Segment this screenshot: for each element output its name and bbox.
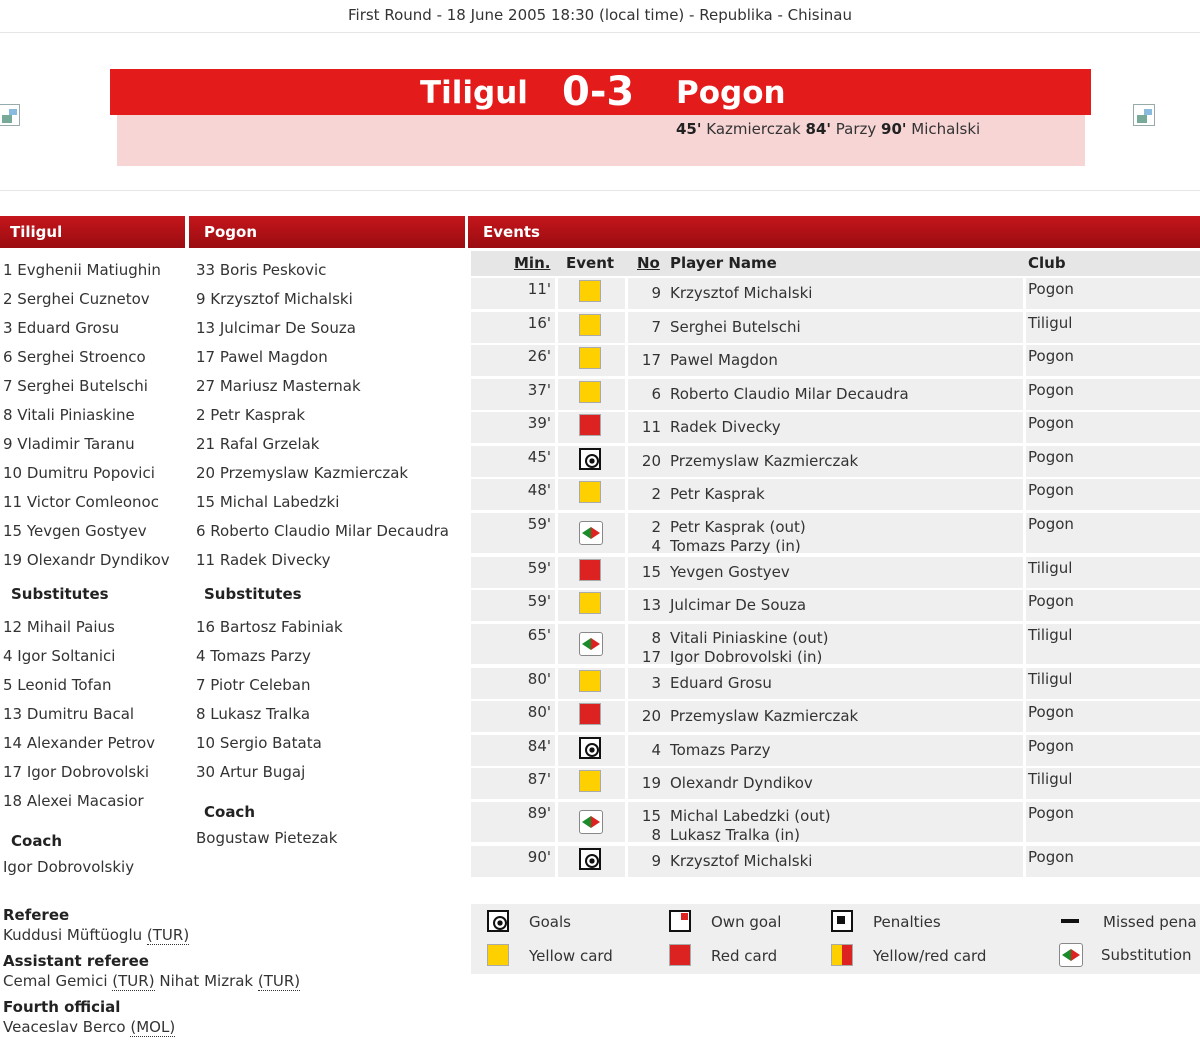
event-minute: 89' [527, 803, 551, 822]
yellow-card-icon [579, 347, 601, 369]
event-minute: 87' [527, 770, 551, 788]
substitution-icon [579, 810, 603, 834]
player-name[interactable]: Przemyslaw Kazmierczak [670, 707, 859, 725]
assistant-title: Assistant referee [3, 952, 149, 970]
event-minute: 59' [527, 558, 551, 577]
column-separator [625, 278, 628, 309]
officials [3, 906, 300, 1040]
column-separator [555, 513, 558, 553]
event-minute: 59' [527, 592, 551, 610]
event-row [471, 701, 1200, 732]
substitute-item[interactable]: 12 Mihail Paius [3, 618, 115, 636]
event-minute: 37' [527, 380, 551, 399]
column-separator [1023, 624, 1026, 664]
player-item[interactable]: 11 Victor Comleonoc [3, 493, 159, 511]
player-item[interactable]: 10 Dumitru Popovici [3, 464, 155, 482]
scorers-panel [117, 115, 1085, 166]
column-separator [555, 312, 558, 343]
player-name[interactable]: Pawel Magdon [670, 351, 778, 369]
yellow-card-icon [579, 381, 601, 403]
column-separator [1023, 446, 1026, 477]
shirt-number: 15 [641, 562, 661, 581]
events-table-header [471, 251, 1200, 276]
event-minute: 16' [527, 313, 551, 332]
player-item[interactable]: 13 Julcimar De Souza [196, 319, 356, 337]
event-minute: 45' [527, 447, 551, 466]
column-separator [1023, 590, 1026, 621]
yellow-card-icon [579, 770, 601, 792]
yellow-red-card-icon [831, 944, 853, 966]
column-separator [1023, 557, 1026, 588]
event-minute: 59' [527, 514, 551, 533]
club-name[interactable]: Tiligul [1028, 558, 1073, 577]
assistant-name[interactable]: Cemal Gemici [3, 972, 108, 990]
column-separator [555, 412, 558, 443]
yellow-card-icon [579, 280, 601, 302]
column-separator [625, 345, 628, 376]
goal-icon [487, 910, 509, 932]
coach-title: Coach [11, 832, 63, 850]
event-row [471, 668, 1200, 699]
goal-icon [579, 848, 601, 870]
event-minute: 26' [527, 347, 551, 365]
substitute-item[interactable]: 14 Alexander Petrov [3, 734, 156, 752]
player-name[interactable]: Eduard Grosu [670, 673, 772, 692]
substitute-item[interactable]: 30 Artur Bugaj [196, 763, 306, 781]
event-row [471, 312, 1200, 343]
player-item[interactable]: 27 Mariusz Masternak [196, 377, 361, 395]
substitute-item[interactable]: 8 Lukasz Tralka [196, 705, 311, 723]
player-item[interactable]: 17 Pawel Magdon [196, 348, 328, 366]
legend-label: Missed pena [1103, 913, 1197, 931]
red-card-icon [579, 414, 601, 436]
column-separator [1023, 735, 1026, 766]
event-minute: 90' [527, 847, 551, 866]
coach-name[interactable]: Igor Dobrovolskiy [3, 858, 135, 876]
goal-icon [579, 737, 601, 759]
event-minute: 80' [527, 669, 551, 688]
player-name[interactable]: Michal Labedzki (out) [670, 806, 831, 825]
shirt-number: 20 [641, 707, 661, 725]
column-separator [1023, 768, 1026, 799]
club-name[interactable]: Pogon [1028, 347, 1074, 365]
event-minute: 39' [527, 414, 551, 432]
yellow-card-icon [579, 481, 601, 503]
column-separator [625, 412, 628, 443]
home-team-logo [0, 104, 20, 126]
column-separator [555, 446, 558, 477]
shirt-number: 9 [651, 284, 661, 302]
substitute-item[interactable]: 4 Tomazs Parzy [196, 647, 311, 665]
club-name[interactable]: Pogon [1028, 592, 1074, 610]
event-row [471, 412, 1200, 443]
column-separator [625, 735, 628, 766]
column-separator [1023, 379, 1026, 410]
substitute-item[interactable]: 4 Igor Soltanici [3, 647, 116, 665]
red-card-icon [579, 559, 601, 581]
column-separator [625, 624, 628, 664]
referee-title: Referee [3, 906, 70, 924]
shirt-number: 13 [641, 596, 661, 614]
shirt-number: 20 [641, 451, 661, 470]
event-row [471, 802, 1200, 842]
club-name[interactable]: Tiligul [1028, 625, 1073, 644]
substitute-item[interactable]: 16 Bartosz Fabiniak [196, 618, 343, 636]
player-item[interactable]: 11 Radek Divecky [196, 551, 331, 569]
club-name[interactable]: Pogon [1028, 703, 1074, 721]
shirt-number: 15 [641, 806, 661, 825]
player-item[interactable]: 15 Michal Labedzki [196, 493, 340, 511]
player-item[interactable]: 19 Olexandr Dyndikov [3, 551, 170, 569]
scorer-minute: 84' [805, 120, 831, 138]
shirt-number: 17 [641, 351, 661, 369]
event-row [471, 590, 1200, 621]
club-name[interactable]: Pogon [1028, 803, 1074, 822]
club-name[interactable]: Pogon [1028, 280, 1074, 298]
column-separator [555, 846, 558, 877]
column-separator [555, 624, 558, 664]
penalty-icon [831, 910, 853, 932]
player-name[interactable]: Lukasz Tralka (in) [670, 825, 800, 844]
player-item[interactable]: 2 Petr Kasprak [196, 406, 306, 424]
column-separator [555, 590, 558, 621]
home-lineup-header: Tiligul [0, 216, 185, 248]
column-separator [1023, 513, 1026, 553]
scorers-list [676, 120, 980, 138]
referee-name[interactable]: Kuddusi Müftüoglu [3, 926, 143, 944]
legend [471, 904, 1200, 974]
column-separator [625, 557, 628, 588]
club-name[interactable]: Tiligul [1028, 770, 1073, 788]
player-item[interactable]: 15 Yevgen Gostyev [3, 522, 147, 540]
player-name[interactable]: Julcimar De Souza [670, 596, 807, 614]
red-card-icon [669, 944, 691, 966]
event-minute: 84' [527, 736, 551, 755]
substitute-item[interactable]: 17 Igor Dobrovolski [3, 763, 150, 781]
column-separator [555, 802, 558, 842]
shirt-number: 11 [641, 418, 661, 436]
column-separator [555, 668, 558, 699]
column-separator [625, 479, 628, 510]
player-name[interactable]: Krzysztof Michalski [670, 851, 813, 870]
shirt-number: 4 [651, 536, 661, 555]
own-goal-icon [669, 910, 691, 932]
column-separator [625, 668, 628, 699]
shirt-number: 4 [651, 740, 661, 759]
club-name[interactable]: Tiligul [1028, 313, 1073, 332]
substitute-item[interactable]: 7 Piotr Celeban [196, 676, 311, 694]
player-item[interactable]: 21 Rafal Grzelak [196, 435, 320, 453]
home-lineup [3, 256, 188, 880]
event-row [471, 446, 1200, 477]
legend-label: Yellow/red card [873, 947, 987, 965]
event-row [471, 557, 1200, 588]
column-separator [555, 345, 558, 376]
substitutes-title: Substitutes [11, 585, 109, 603]
red-card-icon [579, 703, 601, 725]
column-separator [1023, 701, 1026, 732]
col-event: Event [566, 254, 615, 272]
fourth-official-title: Fourth official [3, 998, 121, 1016]
column-separator [555, 479, 558, 510]
substitution-icon [579, 632, 603, 656]
event-row [471, 846, 1200, 877]
player-item[interactable]: 1 Evghenii Matiughin [3, 261, 161, 279]
match-info: First Round - 18 June 2005 18:30 (local time) - Republika - Chisinau [348, 6, 852, 24]
col-min[interactable]: Min. [514, 254, 551, 272]
scorer-name[interactable]: Parzy [835, 120, 877, 138]
coach-name[interactable]: Bogustaw Pietezak [196, 829, 338, 847]
column-separator [555, 735, 558, 766]
scorer-minute: 90' [881, 120, 907, 138]
yellow-card-icon [579, 670, 601, 692]
substitute-item[interactable]: 13 Dumitru Bacal [3, 705, 135, 723]
column-separator [1023, 312, 1026, 343]
scorer-name[interactable]: Michalski [911, 120, 981, 138]
column-separator [625, 768, 628, 799]
event-row [471, 513, 1200, 553]
player-item[interactable]: 6 Serghei Stroenco [3, 348, 146, 366]
shirt-number: 19 [641, 774, 661, 792]
player-item[interactable]: 7 Serghei Butelschi [3, 377, 148, 395]
final-score: 0-3 [562, 69, 635, 115]
event-row [471, 479, 1200, 510]
column-separator [625, 802, 628, 842]
player-item[interactable]: 3 Eduard Grosu [3, 319, 120, 337]
legend-label: Yellow card [529, 947, 613, 965]
player-item[interactable]: 8 Vitali Piniaskine [3, 406, 135, 424]
player-name[interactable]: Krzysztof Michalski [670, 284, 813, 302]
club-name[interactable]: Pogon [1028, 514, 1074, 533]
fourth-official-name[interactable]: Veaceslav Berco [3, 1018, 126, 1036]
substitutes-title: Substitutes [204, 585, 302, 603]
goal-icon [579, 448, 601, 470]
substitution-icon [1059, 943, 1083, 967]
col-player: Player Name [670, 254, 777, 272]
column-separator [1023, 846, 1026, 877]
club-name[interactable]: Pogon [1028, 481, 1074, 499]
away-lineup [196, 256, 466, 851]
player-item[interactable]: 2 Serghei Cuznetov [3, 290, 150, 308]
column-separator [555, 278, 558, 309]
column-separator [625, 590, 628, 621]
shirt-number: 9 [651, 851, 661, 870]
player-item[interactable]: 6 Roberto Claudio Milar Decaudra [196, 522, 449, 540]
club-name[interactable]: Pogon [1028, 380, 1074, 399]
column-separator [555, 379, 558, 410]
club-name[interactable]: Pogon [1028, 414, 1074, 432]
column-separator [555, 557, 558, 588]
event-row [471, 768, 1200, 799]
player-name[interactable]: Yevgen Gostyev [670, 562, 790, 581]
assistant-name[interactable]: Nihat Mizrak [159, 972, 254, 990]
col-club: Club [1028, 254, 1066, 272]
column-separator [1023, 802, 1026, 842]
player-item[interactable]: 9 Vladimir Taranu [3, 435, 135, 453]
yellow-card-icon [487, 944, 509, 966]
shirt-number: 8 [651, 628, 661, 647]
player-name[interactable]: Olexandr Dyndikov [670, 774, 813, 792]
column-separator [625, 312, 628, 343]
club-name[interactable]: Tiligul [1028, 669, 1073, 688]
event-minute: 80' [527, 703, 551, 721]
event-row [471, 735, 1200, 766]
legend-label: Own goal [711, 913, 782, 931]
player-name[interactable]: Przemyslaw Kazmierczak [670, 451, 859, 470]
nationality: (TUR) [112, 972, 155, 990]
column-separator [625, 379, 628, 410]
club-name[interactable]: Pogon [1028, 736, 1074, 755]
player-name[interactable]: Petr Kasprak (out) [670, 517, 806, 536]
player-item[interactable]: 20 Przemyslaw Kazmierczak [196, 464, 409, 482]
away-team-logo [1133, 104, 1155, 126]
player-name[interactable]: Tomazs Parzy (in) [670, 536, 801, 555]
shirt-number: 8 [651, 825, 661, 844]
nationality: (TUR) [257, 972, 301, 990]
event-row [471, 345, 1200, 376]
column-separator [1023, 345, 1026, 376]
legend-label: Penalties [873, 913, 941, 931]
player-name[interactable]: Igor Dobrovolski (in) [670, 647, 823, 666]
legend-label: Red card [711, 947, 778, 965]
club-name[interactable]: Pogon [1028, 847, 1074, 866]
nationality: (MOL) [130, 1018, 176, 1036]
substitute-item[interactable]: 18 Alexei Macasior [3, 792, 144, 810]
column-separator [1023, 278, 1026, 309]
player-name[interactable]: Serghei Butelschi [670, 317, 801, 336]
event-row [471, 379, 1200, 410]
event-row [471, 278, 1200, 309]
score-bar [110, 69, 1091, 115]
divider [0, 32, 1200, 33]
away-team-name[interactable]: Pogon [676, 75, 786, 111]
event-row [471, 624, 1200, 664]
events-header: Events [468, 216, 1200, 248]
player-item[interactable]: 9 Krzysztof Michalski [196, 290, 353, 308]
shirt-number: 2 [651, 485, 661, 503]
column-separator [625, 446, 628, 477]
column-separator [625, 701, 628, 732]
substitute-item[interactable]: 5 Leonid Tofan [3, 676, 112, 694]
event-minute: 48' [527, 481, 551, 499]
column-separator [1023, 479, 1026, 510]
legend-label: Substitution [1101, 946, 1192, 964]
col-no[interactable]: No [637, 254, 660, 272]
player-item[interactable]: 33 Boris Peskovic [196, 261, 327, 279]
player-name[interactable]: Roberto Claudio Milar Decaudra [670, 384, 909, 403]
coach-title: Coach [204, 803, 256, 821]
player-name[interactable]: Petr Kasprak [670, 485, 765, 503]
column-separator [555, 701, 558, 732]
shirt-number: 7 [651, 317, 661, 336]
player-name[interactable]: Radek Divecky [670, 418, 781, 436]
column-separator [625, 846, 628, 877]
event-minute: 65' [527, 625, 551, 644]
missed-penalty-icon [1061, 919, 1079, 923]
away-lineup-header: Pogon [189, 216, 465, 248]
substitution-icon [579, 521, 603, 545]
divider [0, 190, 1200, 191]
column-separator [625, 513, 628, 553]
shirt-number: 6 [651, 384, 661, 403]
scorer-minute: 45' [676, 120, 702, 138]
home-team-name[interactable]: Tiligul [420, 75, 528, 111]
column-separator [1023, 668, 1026, 699]
event-minute: 11' [527, 280, 551, 298]
substitute-item[interactable]: 10 Sergio Batata [196, 734, 322, 752]
scorer-name[interactable]: Kazmierczak [706, 120, 801, 138]
player-name[interactable]: Tomazs Parzy [670, 740, 771, 759]
player-name[interactable]: Vitali Piniaskine (out) [670, 628, 829, 647]
yellow-card-icon [579, 592, 601, 614]
yellow-card-icon [579, 314, 601, 336]
shirt-number: 17 [641, 647, 661, 666]
shirt-number: 2 [651, 517, 661, 536]
column-separator [1023, 412, 1026, 443]
legend-label: Goals [529, 913, 571, 931]
club-name[interactable]: Pogon [1028, 447, 1074, 466]
nationality: (TUR) [146, 926, 190, 944]
shirt-number: 3 [651, 673, 661, 692]
column-separator [555, 768, 558, 799]
